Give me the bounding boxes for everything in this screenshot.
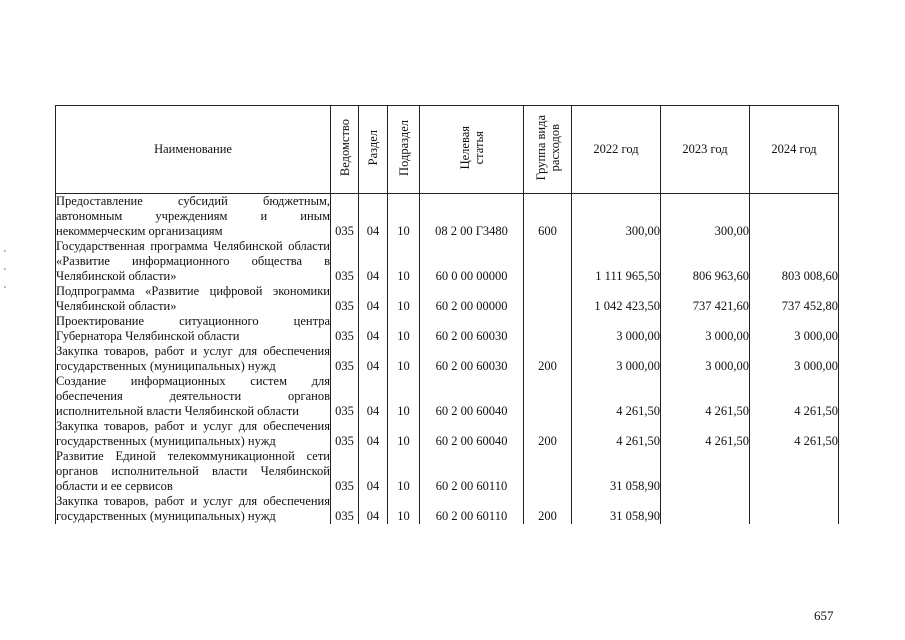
row-2024-value: 3 000,00 [750, 344, 839, 374]
table-row [56, 314, 839, 344]
row-2022-value: 1 042 423,50 [572, 284, 661, 314]
row-razdel: 04 [359, 314, 388, 344]
row-name: Закупка товаров, работ и услуг для обеспечения государственных (муниципальных) нужд [56, 419, 330, 448]
table-row [56, 494, 839, 524]
header-row [56, 106, 839, 194]
row-2024-value: 4 261,50 [750, 374, 839, 419]
row-2024-value [750, 194, 839, 240]
table-row [56, 284, 839, 314]
row-gruppa-vida: 200 [524, 344, 572, 374]
row-gruppa-vida: 200 [524, 494, 572, 524]
row-podrazdel: 10 [388, 194, 420, 240]
row-razdel: 04 [359, 449, 388, 494]
row-2022-value: 3 000,00 [572, 314, 661, 344]
row-name: Государственная программа Челябинской области «Развитие информационного общества в Челябинской области» [56, 239, 330, 283]
row-podrazdel: 10 [388, 449, 420, 494]
row-2024-value: 4 261,50 [750, 419, 839, 449]
table-row [56, 194, 839, 240]
header-podrazdel: Подраздел [388, 106, 420, 194]
header-2023: 2023 год [661, 106, 750, 194]
row-gruppa-vida [524, 314, 572, 344]
row-celevaya-statya: 60 2 00 60110 [420, 449, 524, 494]
row-celevaya-statya: 60 0 00 00000 [420, 239, 524, 284]
row-2022-value: 4 261,50 [572, 374, 661, 419]
margin-dot [4, 268, 6, 270]
row-vedomstvo: 035 [331, 449, 359, 494]
row-2023-value: 4 261,50 [661, 374, 750, 419]
budget-table [55, 105, 839, 524]
row-2024-value: 803 008,60 [750, 239, 839, 284]
row-2022-value: 31 058,90 [572, 494, 661, 524]
table-body [56, 194, 839, 525]
row-razdel: 04 [359, 284, 388, 314]
row-podrazdel: 10 [388, 314, 420, 344]
row-name: Закупка товаров, работ и услуг для обеспечения государственных (муниципальных) нужд [56, 494, 330, 523]
row-name: Создание информационных систем для обеспечения деятельности органов исполнительной власти Челябинской области [56, 374, 330, 418]
row-gruppa-vida: 600 [524, 194, 572, 240]
row-podrazdel: 10 [388, 494, 420, 524]
row-2022-value: 300,00 [572, 194, 661, 240]
row-2023-value: 3 000,00 [661, 344, 750, 374]
row-name: Подпрограмма «Развитие цифровой экономики Челябинской области» [56, 284, 330, 313]
row-vedomstvo: 035 [331, 284, 359, 314]
row-celevaya-statya: 60 2 00 60040 [420, 419, 524, 449]
row-2023-value [661, 494, 750, 524]
row-gruppa-vida [524, 374, 572, 419]
header-2022: 2022 год [572, 106, 661, 194]
row-2023-value: 806 963,60 [661, 239, 750, 284]
row-vedomstvo: 035 [331, 314, 359, 344]
table-row [56, 344, 839, 374]
header-vedomstvo: Ведомство [331, 106, 359, 194]
row-razdel: 04 [359, 239, 388, 284]
header-razdel: Раздел [359, 106, 388, 194]
row-2023-value: 3 000,00 [661, 314, 750, 344]
row-celevaya-statya: 60 2 00 00000 [420, 284, 524, 314]
row-2022-value: 3 000,00 [572, 344, 661, 374]
row-2022-value: 31 058,90 [572, 449, 661, 494]
row-2023-value: 4 261,50 [661, 419, 750, 449]
row-2023-value: 737 421,60 [661, 284, 750, 314]
row-podrazdel: 10 [388, 419, 420, 449]
row-vedomstvo: 035 [331, 419, 359, 449]
row-podrazdel: 10 [388, 344, 420, 374]
header-celevaya-statya: Целевая статья [420, 106, 524, 194]
row-gruppa-vida [524, 449, 572, 494]
row-2022-value: 4 261,50 [572, 419, 661, 449]
header-2024: 2024 год [750, 106, 839, 194]
table-row [56, 374, 839, 419]
row-vedomstvo: 035 [331, 374, 359, 419]
row-razdel: 04 [359, 194, 388, 240]
row-vedomstvo: 035 [331, 344, 359, 374]
row-gruppa-vida: 200 [524, 419, 572, 449]
row-razdel: 04 [359, 344, 388, 374]
page-number: 657 [814, 608, 834, 623]
row-2023-value [661, 449, 750, 494]
margin-dot [4, 286, 6, 288]
row-2024-value: 737 452,80 [750, 284, 839, 314]
row-celevaya-statya: 60 2 00 60110 [420, 494, 524, 524]
row-celevaya-statya: 60 2 00 60030 [420, 344, 524, 374]
margin-dot [4, 250, 6, 252]
row-razdel: 04 [359, 494, 388, 524]
header-gruppa-vida-rashodov: Группа вида расходов [524, 106, 572, 194]
table-row [56, 449, 839, 494]
table-row [56, 239, 839, 284]
row-2024-value [750, 449, 839, 494]
row-vedomstvo: 035 [331, 494, 359, 524]
row-name: Закупка товаров, работ и услуг для обеспечения государственных (муниципальных) нужд [56, 344, 330, 373]
row-celevaya-statya: 60 2 00 60040 [420, 374, 524, 419]
header-name: Наименование [56, 106, 331, 194]
row-name: Проектирование ситуационного центра Губернатора Челябинской области [56, 314, 330, 343]
row-celevaya-statya: 60 2 00 60030 [420, 314, 524, 344]
row-razdel: 04 [359, 374, 388, 419]
row-gruppa-vida [524, 284, 572, 314]
row-razdel: 04 [359, 419, 388, 449]
table-row [56, 419, 839, 449]
row-2023-value: 300,00 [661, 194, 750, 240]
row-2022-value: 1 111 965,50 [572, 239, 661, 284]
row-gruppa-vida [524, 239, 572, 284]
row-name: Развитие Единой телекоммуникационной сети органов исполнительной власти Челябинской области и ее сервисов [56, 449, 330, 493]
row-2024-value: 3 000,00 [750, 314, 839, 344]
row-celevaya-statya: 08 2 00 Г3480 [420, 194, 524, 240]
row-name: Предоставление субсидий бюджетным, автономным учреждениям и иным некоммерческим организациям [56, 194, 330, 238]
row-vedomstvo: 035 [331, 194, 359, 240]
row-podrazdel: 10 [388, 374, 420, 419]
row-vedomstvo: 035 [331, 239, 359, 284]
row-podrazdel: 10 [388, 239, 420, 284]
row-2024-value [750, 494, 839, 524]
row-podrazdel: 10 [388, 284, 420, 314]
